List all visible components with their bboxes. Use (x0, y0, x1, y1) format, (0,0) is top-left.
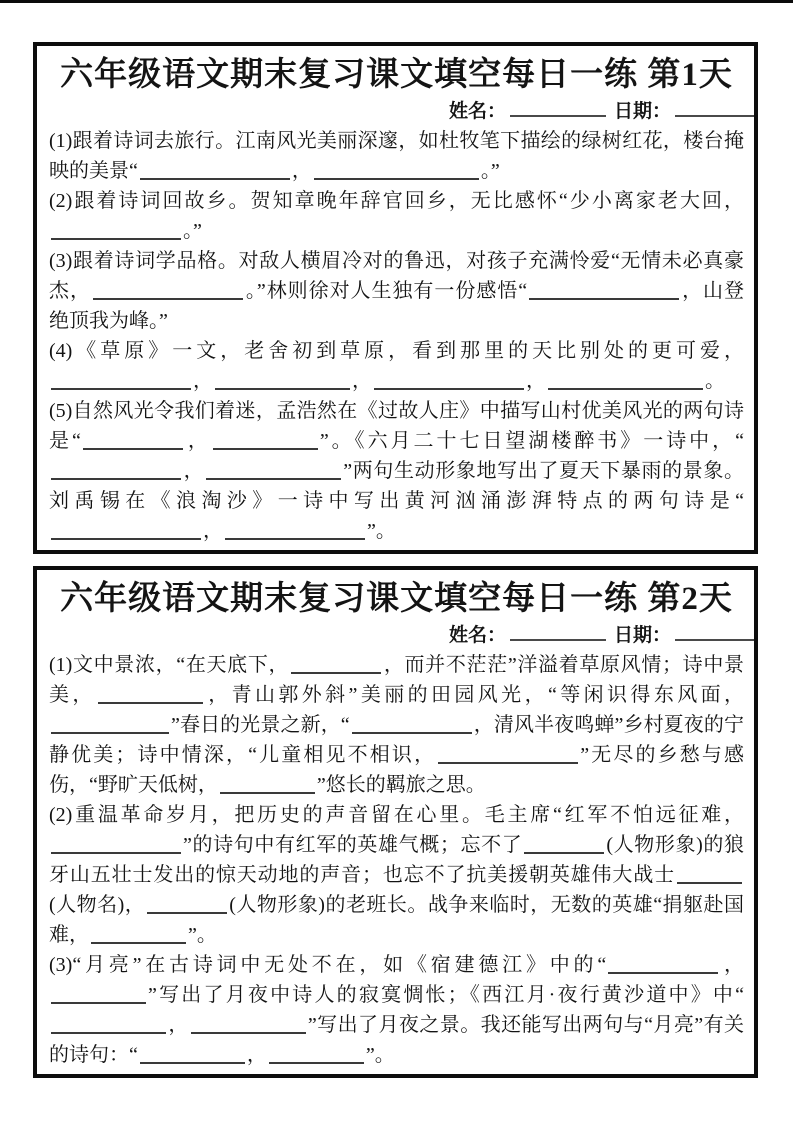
text-run: ”无尽的乡愁与感伤，“野旷天低树， (49, 744, 744, 796)
text-run: 。 (705, 370, 725, 392)
text-run: 。” (480, 160, 500, 182)
fill-in-blank-line (51, 220, 181, 240)
date-blank-line (675, 98, 758, 117)
text-run: 。”林则徐对人生独有一份感悟“ (244, 280, 528, 302)
fill-in-blank-line (548, 370, 703, 390)
fill-in-blank-line (51, 520, 201, 540)
fill-in-blank-line (98, 684, 203, 704)
name-label: 姓名： (449, 625, 507, 646)
question-paragraph (49, 650, 744, 800)
text-run: ， (720, 954, 745, 976)
fill-in-blank-line (529, 280, 679, 300)
fill-in-blank-line (352, 714, 472, 734)
fill-in-blank-line (225, 520, 365, 540)
text-run: (人物名)， (49, 894, 146, 916)
fill-in-blank-line (291, 654, 381, 674)
text-run: ，青山郭外斜”美丽的田园风光，“等闲识得东风面， (204, 684, 744, 706)
text-run: ，清风半夜鸣蝉”乡村夏夜的宁静优美；诗中情深，“儿童相见不相识， (49, 714, 744, 766)
fill-in-blank-line (140, 1044, 245, 1064)
text-run: ，而并不茫茫”洋溢着草原风情；诗中景美， (49, 654, 744, 706)
text-run: ， (184, 430, 211, 452)
question-paragraph (49, 396, 744, 546)
text-run: ”两句生动形象地写出了夏天下暴雨的景象。刘禹锡在《浪淘沙》一诗中写出黄河汹涌澎湃特点的两句诗是“ (49, 460, 744, 512)
text-run: ”写出了月夜中诗人的寂寞惆怅；《西江月·夜行黄沙道中》中“ (148, 984, 744, 1006)
fill-in-blank-line (147, 894, 227, 914)
scan-top-edge (0, 0, 793, 3)
text-run: ”悠长的羁旅之思。 (316, 774, 486, 796)
fill-in-blank-line (374, 370, 524, 390)
fill-in-blank-line (140, 160, 290, 180)
question-paragraph (49, 800, 744, 950)
fill-in-blank-line (51, 370, 191, 390)
name-label: 姓名： (449, 101, 507, 122)
fill-in-blank-line (206, 460, 341, 480)
worksheet-title-day-2: 六年级语文期末复习课文填空每日一练 第2天 (60, 581, 733, 617)
text-run: ， (183, 460, 205, 482)
text-run: ， (168, 1014, 189, 1036)
day-1-questions (49, 126, 744, 546)
question-paragraph (49, 186, 744, 246)
text-run: ， (526, 370, 546, 392)
text-run: (3)跟着诗词学品格。对敌人横眉冷对的鲁迅，对孩子充满怜爱“无情未必真豪杰， (49, 250, 744, 302)
text-run: ”。 (365, 1044, 395, 1066)
fill-in-blank-line (93, 280, 243, 300)
fill-in-blank-line (191, 1014, 306, 1034)
text-run: (1)跟着诗词去旅行。江南风光美丽深邃，如杜牧笔下描绘的绿树红花，楼台掩映的美景“ (49, 130, 744, 182)
text-run: ，山登绝顶我为峰。” (49, 280, 745, 332)
question-paragraph (49, 336, 744, 396)
date-label: 日期： (614, 101, 672, 122)
day-1-worksheet-box (33, 42, 758, 554)
fill-in-blank-line (524, 834, 604, 854)
name-blank-line (510, 98, 606, 117)
text-run: ， (246, 1044, 267, 1066)
date-label: 日期： (614, 625, 672, 646)
worksheet-title-day-1: 六年级语文期末复习课文填空每日一练 第1天 (60, 57, 733, 93)
fill-in-blank-line (83, 430, 183, 450)
fill-in-blank-line (51, 714, 169, 734)
fill-in-blank-line (438, 744, 578, 764)
text-run: ， (352, 370, 372, 392)
text-run: ， (291, 160, 312, 182)
question-paragraph (49, 950, 744, 1070)
fill-in-blank-line (51, 834, 181, 854)
fill-in-blank-line (51, 984, 146, 1004)
text-run: (3)“月亮”在古诗词中无处不在，如《宿建德江》中的“ (49, 954, 607, 976)
text-run: ”写出了月夜之景。我还能写出两句与“月亮”有关的诗句：“ (49, 1014, 745, 1066)
text-run: ”春日的光景之新，“ (171, 714, 350, 736)
fill-in-blank-line (91, 924, 186, 944)
text-run: (人物形象)的狼牙山五壮士发出的惊天动地的声音；也忘不了抗美援朝英雄伟大战士 (49, 834, 744, 886)
text-run: ”。 (367, 520, 396, 542)
fill-in-blank-line (215, 370, 350, 390)
text-run: (4)《草原》一文，老舍初到草原，看到那里的天比别处的更可爱， (49, 340, 744, 362)
text-run: (5)自然风光令我们着迷，孟浩然在《过故人庄》中描写山村优美风光的两句诗是“ (49, 400, 744, 452)
fill-in-blank-line (677, 864, 742, 884)
text-run: (2)重温革命岁月，把历史的声音留在心里。毛主席“红军不怕远征难， (49, 804, 744, 826)
date-blank-line (675, 622, 758, 641)
fill-in-blank-line (269, 1044, 364, 1064)
fill-in-blank-line (220, 774, 315, 794)
fill-in-blank-line (608, 954, 718, 974)
name-blank-line (510, 622, 606, 641)
text-run: (1)文中景浓，“在天底下， (49, 654, 290, 676)
text-run: ”。《六月二十七日望湖楼醉书》一诗中，“ (319, 430, 744, 452)
fill-in-blank-line (213, 430, 318, 450)
text-run: ”。 (188, 924, 217, 946)
day-2-worksheet-box (33, 566, 758, 1078)
question-paragraph (49, 246, 744, 336)
question-paragraph (49, 126, 744, 186)
text-run: ， (193, 370, 213, 392)
fill-in-blank-line (314, 160, 479, 180)
name-date-row (49, 98, 744, 126)
text-run: 。” (183, 220, 202, 242)
text-run: (人物形象)的老班长。战争来临时，无数的英雄“捐躯赴国难， (49, 894, 744, 946)
text-run: (2)跟着诗词回故乡。贺知章晚年辞官回乡，无比感怀“少小离家老大回， (49, 190, 744, 212)
fill-in-blank-line (51, 460, 181, 480)
text-run: ， (203, 520, 223, 542)
text-run: ”的诗句中有红军的英雄气概；忘不了 (183, 834, 523, 856)
day-2-questions (49, 650, 744, 1070)
fill-in-blank-line (51, 1014, 166, 1034)
name-date-row (49, 622, 744, 650)
